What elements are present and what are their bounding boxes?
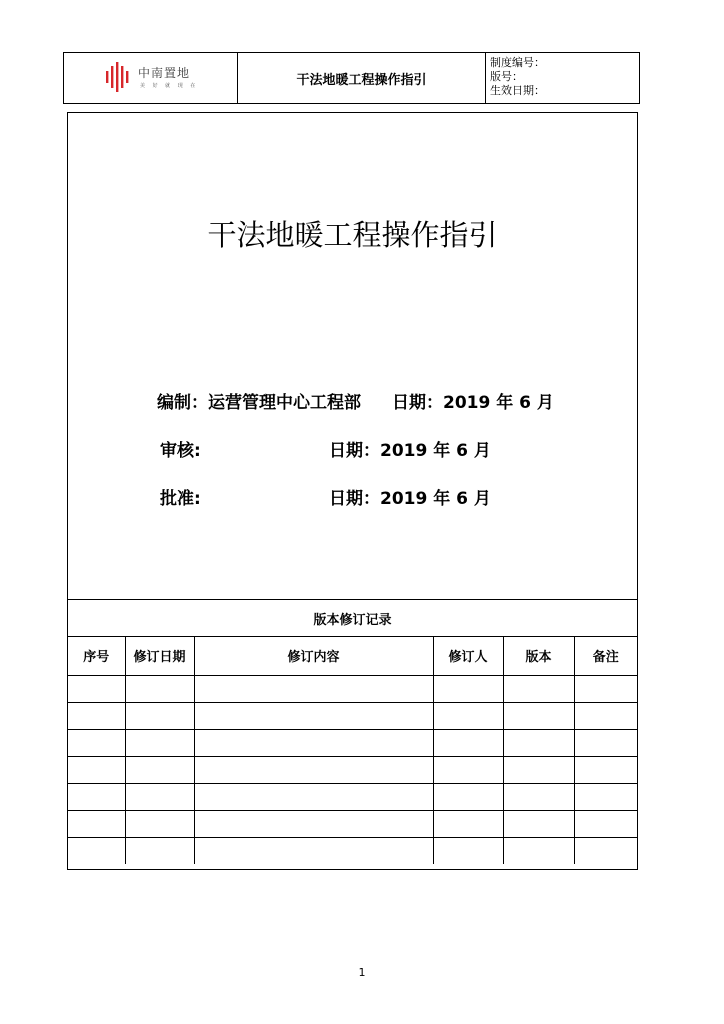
table-row [68, 837, 637, 864]
col-content: 修订内容 [194, 637, 433, 675]
approver-label: 批准: [160, 489, 201, 509]
table-cell [433, 837, 503, 864]
cover-box [67, 112, 638, 870]
table-cell [194, 675, 433, 702]
table-cell [194, 810, 433, 837]
table-cell [503, 702, 574, 729]
compile-date: 日期：2019 年 6 月 [392, 393, 554, 413]
logo-slogan: 美 好 就 现 在 [140, 83, 199, 89]
table-cell [574, 702, 637, 729]
table-cell [194, 702, 433, 729]
table-cell [433, 810, 503, 837]
table-cell [503, 783, 574, 810]
table-cell [433, 783, 503, 810]
approve-date: 日期：2019 年 6 月 [329, 489, 491, 509]
table-row [68, 756, 637, 783]
table-cell [574, 810, 637, 837]
col-version: 版本 [503, 637, 574, 675]
table-cell [574, 729, 637, 756]
table-cell [433, 702, 503, 729]
table-cell [503, 810, 574, 837]
table-row [68, 783, 637, 810]
company-logo [64, 53, 238, 103]
table-cell [125, 837, 194, 864]
table-cell [503, 756, 574, 783]
table-cell [68, 783, 125, 810]
logo-bars-icon [106, 62, 132, 92]
table-cell [125, 702, 194, 729]
col-date: 修订日期 [125, 637, 194, 675]
table-cell [503, 837, 574, 864]
meta-effective-date: 生效日期： [490, 84, 545, 97]
table-cell [194, 783, 433, 810]
table-row [68, 729, 637, 756]
table-cell [68, 729, 125, 756]
table-cell [574, 783, 637, 810]
logo-company-name: 中南置地 [138, 66, 191, 80]
table-cell [194, 837, 433, 864]
table-row [68, 702, 637, 729]
table-cell [125, 756, 194, 783]
review-date: 日期：2019 年 6 月 [329, 441, 491, 461]
table-row [68, 675, 637, 702]
table-cell [194, 729, 433, 756]
meta-version: 版号： [490, 70, 523, 83]
col-remarks: 备注 [574, 637, 637, 675]
table-cell [68, 756, 125, 783]
table-cell [194, 756, 433, 783]
header-title: 干法地暖工程操作指引 [238, 53, 486, 103]
reviewer-label: 审核: [160, 441, 201, 461]
col-seq: 序号 [68, 637, 125, 675]
table-cell [574, 675, 637, 702]
table-row [68, 810, 637, 837]
table-cell [433, 675, 503, 702]
table-cell [68, 837, 125, 864]
table-cell [125, 783, 194, 810]
meta-policy-number: 制度编号： [490, 56, 545, 69]
table-cell [574, 756, 637, 783]
table-cell [68, 702, 125, 729]
revision-record-title: 版本修订记录 [68, 599, 637, 637]
page-number: 1 [358, 966, 366, 979]
table-cell [503, 729, 574, 756]
table-cell [68, 675, 125, 702]
table-cell [433, 729, 503, 756]
document-title: 干法地暖工程操作指引 [207, 218, 498, 252]
table-cell [433, 756, 503, 783]
table-cell [125, 729, 194, 756]
table-cell [503, 675, 574, 702]
table-cell [68, 810, 125, 837]
revision-record [68, 599, 637, 864]
table-cell [125, 810, 194, 837]
compiler-label: 编制：运营管理中心工程部 [157, 393, 361, 413]
revision-table-header [68, 637, 637, 675]
col-reviser: 修订人 [433, 637, 503, 675]
revision-table [68, 637, 637, 864]
header-meta [486, 53, 639, 103]
table-cell [574, 837, 637, 864]
table-cell [125, 675, 194, 702]
document-header [63, 52, 640, 104]
